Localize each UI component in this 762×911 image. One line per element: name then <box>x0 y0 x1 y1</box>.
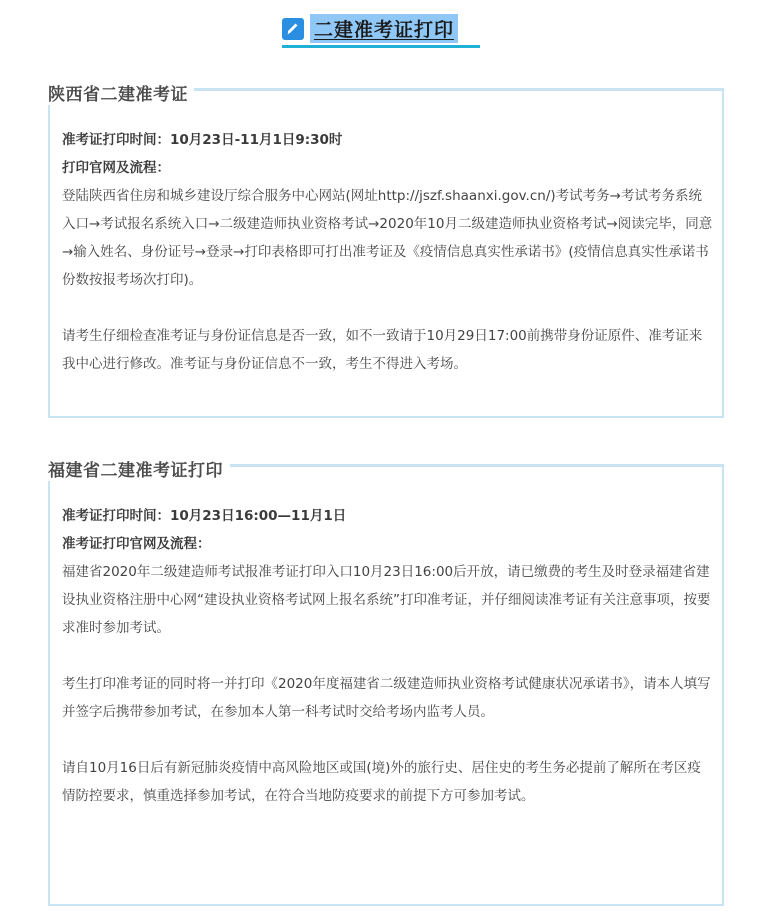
extra-text: 请自10月16日后有新冠肺炎疫情中高风险地区或国(境)外的旅行史、居住史的考生务必提前了解所在考区疫情防控要求，慎重选择参加考试，在符合当地防疫要求的前提下方可参加考试。 <box>62 760 701 804</box>
note-text: 请考生仔细检查准考证与身份证信息是否一致，如不一致请于10月29日17:00前携带身份证原件、准考证来我中心进行修改。准考证与身份证信息不一致，考生不得进入考场。 <box>62 328 703 372</box>
section-fujian <box>48 461 724 906</box>
section-body <box>62 502 714 810</box>
page-title-text: 二建准考证打印 <box>310 14 458 43</box>
page-title-wrap <box>0 14 762 48</box>
process-label: 打印官网及流程： <box>62 160 170 176</box>
process-block <box>62 530 714 642</box>
section-heading: 福建省二建准考证打印 <box>48 461 229 481</box>
print-time-label: 准考证打印时间：10月23日16:00—11月1日 <box>62 508 347 524</box>
process-label: 准考证打印官网及流程： <box>62 536 211 552</box>
print-time-label: 准考证打印时间：10月23日-11月1日9:30时 <box>62 132 343 148</box>
section-body <box>62 126 714 378</box>
note-text: 考生打印准考证的同时将一并打印《2020年度福建省二级建造师执业资格考试健康状况承诺书》，请本人填写并签字后携带参加考试，在参加本人第一科考试时交给考场内监考人员。 <box>62 676 711 720</box>
section-shaanxi <box>48 85 724 418</box>
section-heading: 陕西省二建准考证 <box>48 85 194 105</box>
process-text: 登陆陕西省住房和城乡建设厅综合服务中心网站(网址http://jszf.shaanxi.gov.cn/)考试考务→考试考务系统入口→考试报名系统入口→二级建造师执业资格考试→2020年10月二级建造师执业资格考试→阅读完毕，同意→输入姓名、身份证号→登录→打印表格即可打出准考证及《疫情信息真实性承诺书》(疫情信息真实性承诺书份数按报考场次打印)。 <box>62 188 713 288</box>
pencil-icon <box>282 18 304 40</box>
process-block <box>62 154 714 294</box>
process-text: 福建省2020年二级建造师考试报准考证打印入口10月23日16:00后开放，请已缴费的考生及时登录福建省建设执业资格注册中心网“建设执业资格考试网上报名系统”打印准考证，并仔细阅读准考证有关注意事项，按要求准时参加考试。 <box>62 564 711 636</box>
page-title <box>282 14 480 48</box>
